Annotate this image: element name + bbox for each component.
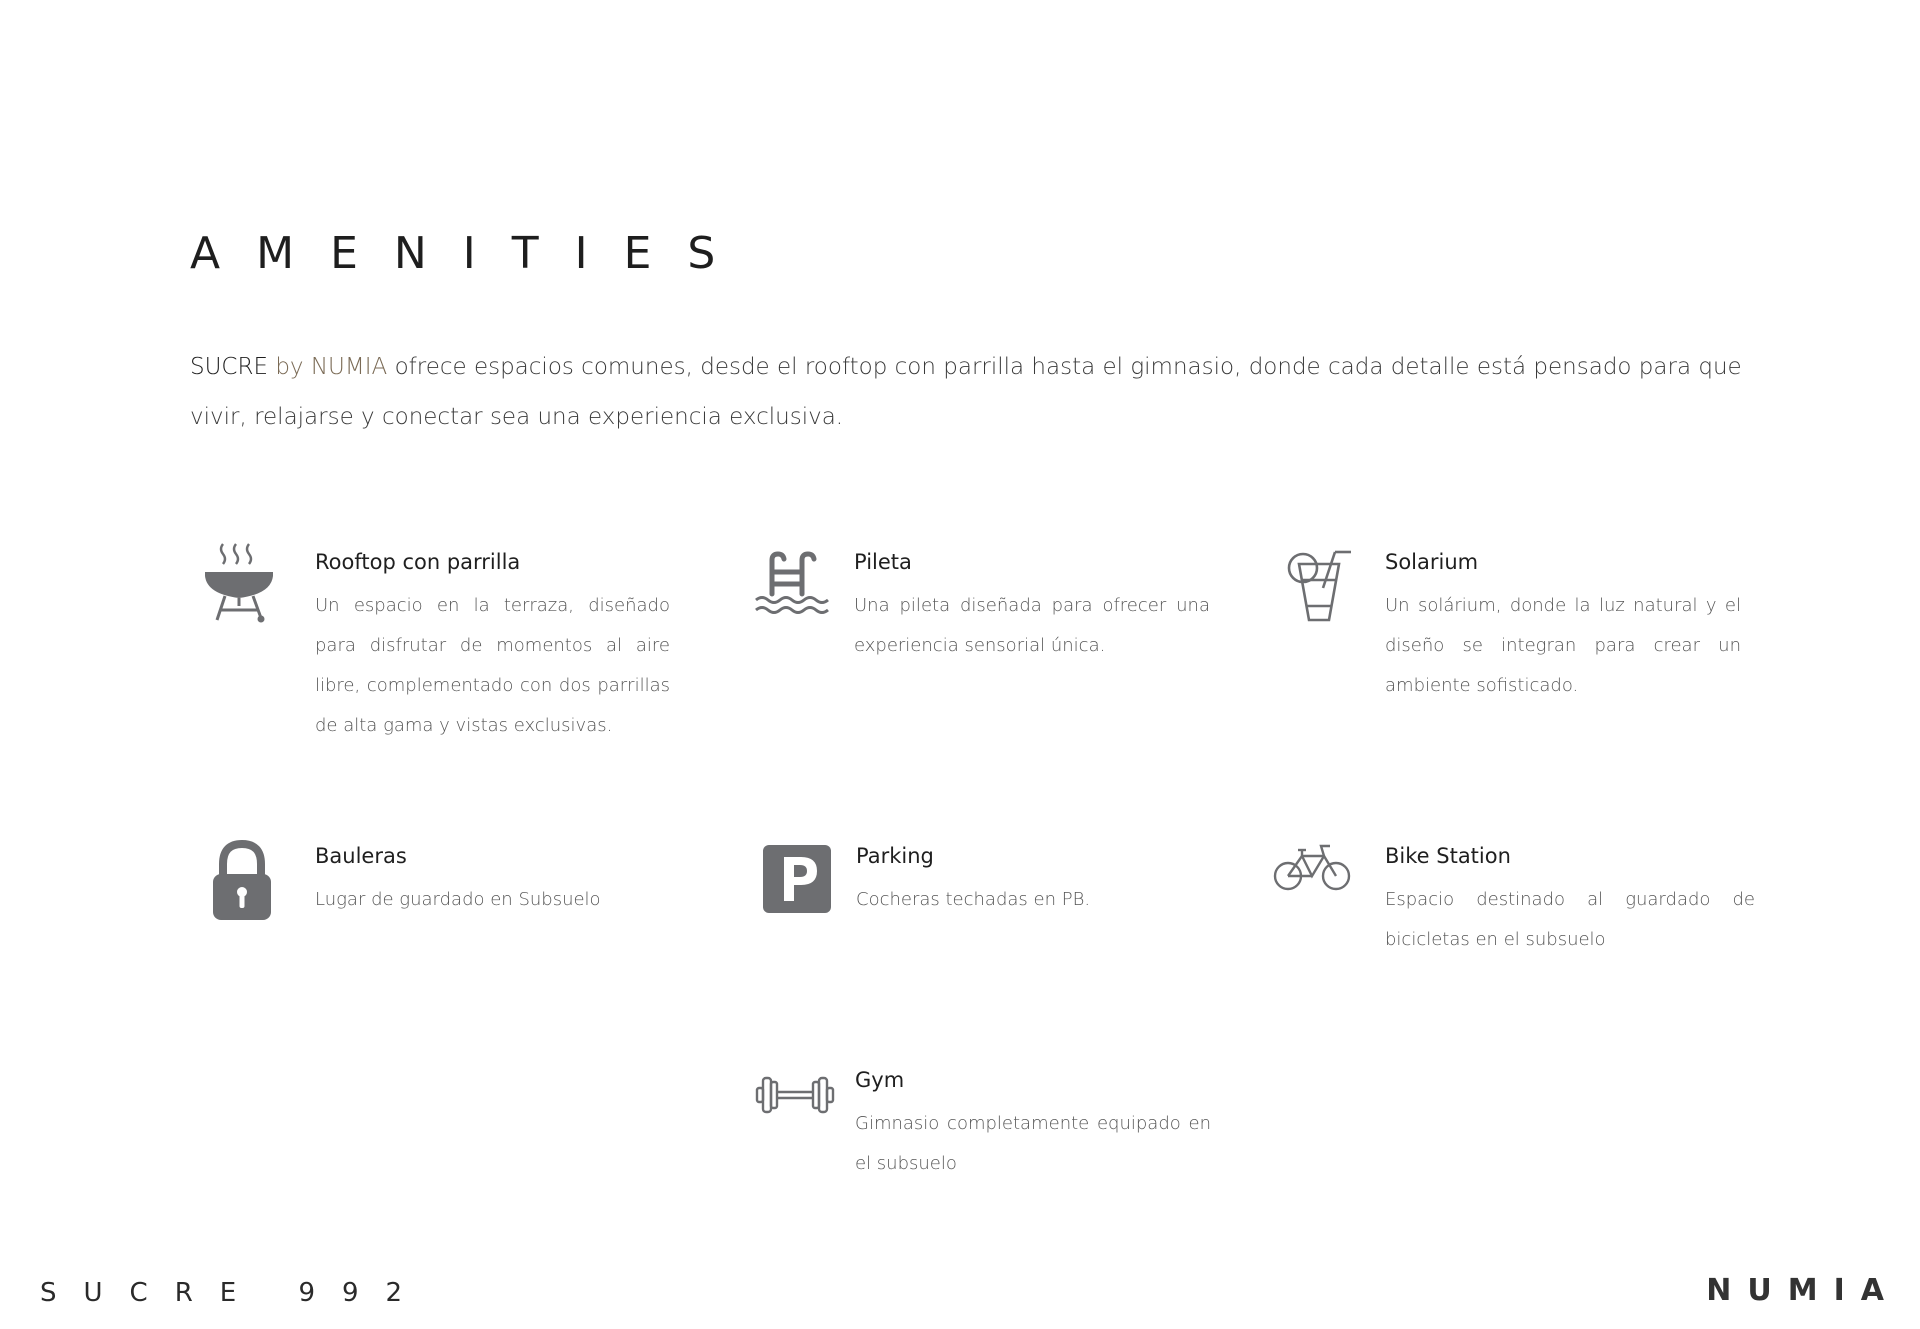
amenity-description: Espacio destinado al guardado de bicicletas en el subsuelo (1385, 889, 1755, 950)
parking-icon (761, 843, 833, 915)
amenity-solarium (1282, 538, 1762, 718)
brand-suffix: by NUMIA (275, 354, 388, 380)
footer-project-name: SUCRE 992 (40, 1278, 430, 1308)
amenity-title: Gym (855, 1068, 905, 1092)
amenity-description: Lugar de guardado en Subsuelo (315, 889, 601, 910)
footer-brand-logo: NUMIA (1706, 1273, 1900, 1308)
amenity-gym (752, 1056, 1232, 1186)
amenity-bauleras (195, 830, 675, 930)
brand-name: SUCRE (190, 354, 269, 380)
amenity-description: Cocheras techadas en PB. (856, 889, 1091, 910)
amenity-title: Solarium (1385, 550, 1479, 574)
amenity-bike-station (1272, 830, 1772, 970)
pool-ladder-icon (754, 550, 834, 620)
amenity-description: Gimnasio completamente equipado en el subsuelo (855, 1113, 1211, 1174)
amenity-title: Rooftop con parrilla (315, 550, 521, 574)
intro-paragraph (190, 342, 1750, 442)
amenity-description: Una pileta diseñada para ofrecer una experiencia sensorial única. (854, 595, 1210, 656)
intro-text: ofrece espacios comunes, desde el rooftop con parrilla hasta el gimnasio, donde cada detalle está pensado para que vivir, relajarse y conectar sea una experiencia exclusiva. (190, 354, 1742, 430)
amenity-parking (752, 830, 1232, 930)
amenity-rooftop (195, 538, 675, 748)
amenity-pileta (752, 538, 1232, 688)
amenity-description: Un solárium, donde la luz natural y el diseño se integran para crear un ambiente sofisticado. (1385, 595, 1741, 696)
amenity-title: Pileta (854, 550, 912, 574)
bicycle-icon (1272, 840, 1352, 895)
page-title: AMENITIES (190, 228, 752, 279)
amenity-description: Un espacio en la terraza, diseñado para disfrutar de momentos al aire libre, complementado con dos parrillas de alta gama y vistas exclusivas. (315, 595, 670, 736)
grill-icon (199, 540, 279, 625)
amenity-title: Parking (856, 844, 934, 868)
amenity-title: Bike Station (1385, 844, 1511, 868)
amenity-title: Bauleras (315, 844, 407, 868)
dumbbell-icon (755, 1070, 835, 1120)
drink-glass-icon (1285, 548, 1355, 623)
lock-icon (205, 840, 280, 925)
